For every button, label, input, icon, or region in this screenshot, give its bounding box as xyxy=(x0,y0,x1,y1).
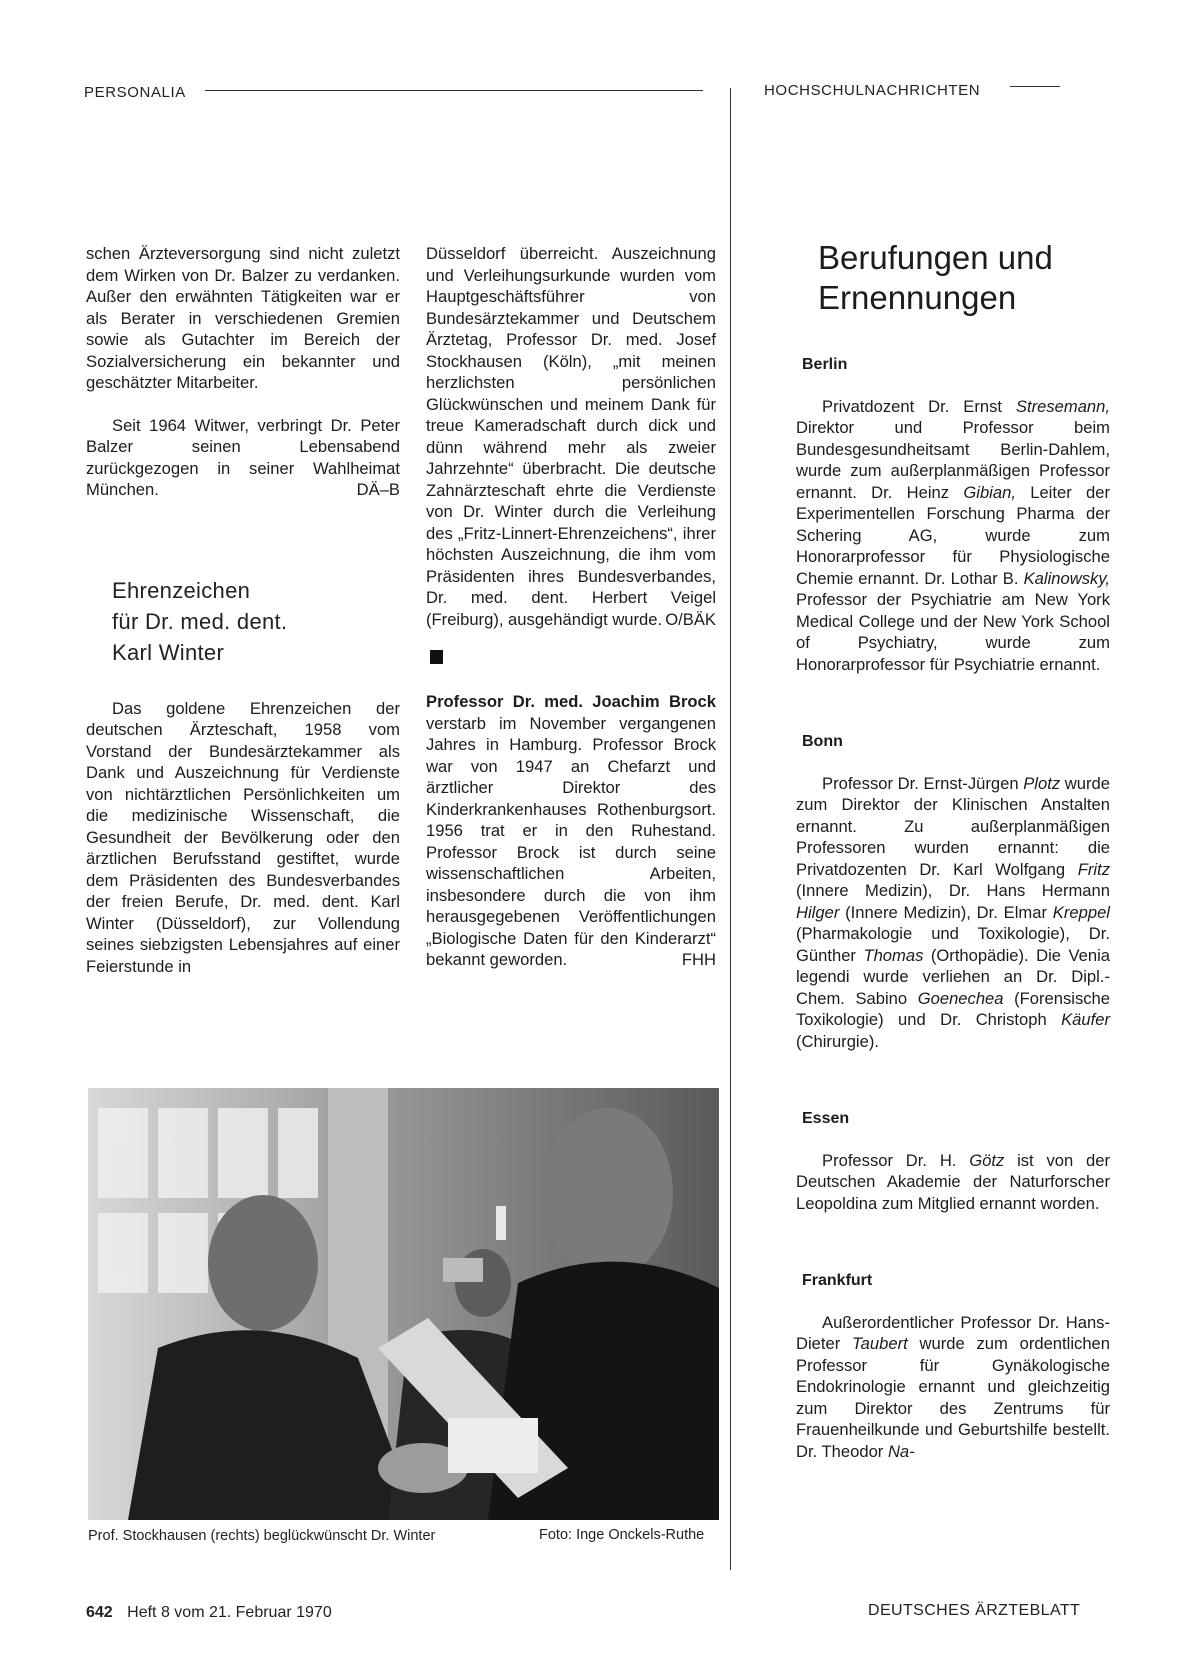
article-title-berufungen xyxy=(818,238,1118,318)
photo-award-ceremony xyxy=(88,1088,719,1520)
person-name: Käufer xyxy=(1061,1010,1110,1029)
photo-image xyxy=(88,1088,719,1520)
header-rule-right xyxy=(1010,86,1060,87)
text-segment: ist von der Deutschen Akademie der Naturforscher Leopoldina zum Mitglied ernannt worden. xyxy=(796,1150,1110,1213)
text-segment: Außerordentlicher Professor Dr. Hans-Dieter xyxy=(796,1312,1110,1353)
author-signature: O/BÄK xyxy=(665,609,716,629)
person-name: Fritz xyxy=(1077,859,1110,879)
text-segment: Professor Dr. Ernst-Jürgen xyxy=(822,773,1024,793)
text-segment: Professor der Psychiatrie am New York Medical College und der New York School of Psychiatry, wurde zum Honorarprofessor für Psychiatrie ernannt. xyxy=(796,590,1110,674)
journal-name: DEUTSCHES ÄRZTEBLATT xyxy=(868,1602,1081,1619)
person-name: Taubert xyxy=(852,1334,908,1353)
text-segment: Professor Dr. H. xyxy=(822,1150,970,1170)
issue-info: Heft 8 vom 21. Februar 1970 xyxy=(127,1604,332,1621)
column-2 xyxy=(426,243,716,971)
section-bullet-icon xyxy=(430,650,443,664)
person-name: Gibian, xyxy=(963,482,1016,502)
text-segment: (Forensische Toxikologie) und Dr. Christoph xyxy=(796,988,1110,1029)
text-segment: (Innere Medizin), Dr. Elmar xyxy=(839,902,1053,922)
city-heading-essen: Essen xyxy=(802,1110,850,1127)
person-name: Götz xyxy=(969,1150,1005,1170)
paragraph-ehrenzeichen-cont xyxy=(426,243,716,630)
heading-line: für Dr. med. dent. xyxy=(112,608,288,634)
title-line: Ernennungen xyxy=(818,279,1017,316)
text-segment: wurde zum ordentlichen Professor für Gynäkologische Endokrinologie ernannt und gleichzeitig zum Direktor des Zentrums für Frauenheilkunde und Geburtshilfe bestellt. Dr. Theodor xyxy=(796,1334,1111,1461)
city-heading-frankfurt: Frankfurt xyxy=(802,1272,873,1289)
person-name: Stresemann, xyxy=(1015,396,1110,416)
person-name: Thomas xyxy=(863,945,924,965)
person-name: Goenechea xyxy=(917,988,1004,1008)
author-signature: FHH xyxy=(681,950,716,969)
paragraph-berlin xyxy=(796,396,1110,676)
text-segment: (Orthopädie). Die Venia legendi wurde verliehen an Dr. Dipl.-Chem. Sabino xyxy=(796,945,1110,1008)
title-line: Berufungen und xyxy=(818,239,1053,276)
paragraph-brock xyxy=(426,691,716,971)
paragraph-frankfurt xyxy=(796,1312,1110,1463)
text-segment: (Chirurgie). xyxy=(796,1031,879,1051)
section-header-right: HOCHSCHULNACHRICHTEN xyxy=(764,82,981,99)
text-segment: Privatdozent Dr. Ernst xyxy=(822,396,1016,416)
person-name: Plotz xyxy=(1023,773,1061,793)
paragraph-balzer-retirement xyxy=(86,415,400,501)
header-rule-left xyxy=(205,90,703,91)
article-heading-ehrenzeichen xyxy=(86,575,400,668)
city-heading-bonn: Bonn xyxy=(802,733,843,750)
paragraph-essen xyxy=(796,1150,1110,1215)
page-footer-left xyxy=(86,1604,332,1622)
column-1 xyxy=(86,243,400,977)
text-segment: Leiter der Experimentellen Forschung Pharma der Schering AG, wurde zum Honorarprofessor für Physiologische Chemie ernannt. Dr. Lothar B. xyxy=(796,482,1110,588)
photo-credit: Foto: Inge Onckels-Ruthe xyxy=(539,1527,705,1543)
text-segment: (Innere Medizin), Dr. Hans Hermann xyxy=(796,881,1110,900)
section-header-left: PERSONALIA xyxy=(84,84,186,101)
heading-line: Ehrenzeichen xyxy=(112,577,251,603)
paragraph-ehrenzeichen: Das goldene Ehrenzeichen der deutschen Ärzteschaft, 1958 vom Vorstand der Bundesärztekammer als Dank und Auszeichnung für Verdienste von nichtärztlichen Persönlichkeiten um die medizinische Wissenschaft, die Gesundheit der Bevölkerung oder den ärztlichen Berufsstand gestiftet, wurde dem Präsidenten des Bundesverbandes der freien Berufe, Dr. med. dent. Karl Winter (Düsseldorf), zur Vollendung seines siebzigsten Lebensjahres auf einer Feierstunde in xyxy=(86,698,400,976)
author-signature: DÄ–B xyxy=(356,480,400,499)
person-name: Na- xyxy=(887,1441,915,1461)
city-heading-berlin: Berlin xyxy=(802,356,848,373)
page-number: 642 xyxy=(86,1604,113,1621)
paragraph-bonn xyxy=(796,773,1110,1053)
person-name: Kalinowsky, xyxy=(1023,568,1110,588)
text-segment: (Pharmakologie und Toxikologie), Dr. Günther xyxy=(796,924,1110,965)
paragraph-balzer-end: schen Ärzteversorgung sind nicht zuletzt dem Wirken von Dr. Balzer zu verdanken. Außer den erwähnten Tätigkeiten war er als Berater in verschiedenen Gremien sowie als Gutachter im Bereich der Sozialversicherung ein bekannter und geschätzter Mitarbeiter. xyxy=(86,244,400,392)
text-segment: Direktor und Professor beim Bundesgesundheitsamt Berlin-Dahlem, wurde zum außerplanmäßigen Professor ernannt. Dr. Heinz xyxy=(796,418,1110,502)
paragraph-text: verstarb im November vergangenen Jahres in Hamburg. Professor Brock war von 1947 an Chefarzt und ärztlicher Direktor des Kinderkrankenhauses Rothenburgsort. 1956 trat er in den Ruhestand. Professor Brock ist durch seine wissenschaftlichen Arbeiten, insbesondere durch die von ihm herausgegebenen Veröffentlichungen „Biologische Daten für den Kinderarzt“ bekannt geworden. xyxy=(426,713,716,969)
person-name: Kreppel xyxy=(1052,902,1110,922)
bold-name: Professor Dr. med. Joachim Brock xyxy=(426,692,716,711)
paragraph-text: Düsseldorf überreicht. Auszeichnung und Verleihungsurkunde wurden vom Hauptgeschäftsführer von Bundesärztekammer und Deutschem Ärztetag, Professor Dr. med. Josef Stockhausen (Köln), „mit meinen herzlichsten persönlichen Glückwünschen und meinem Dank für treue Kameradschaft durch dick und dünn während mehr als zweier Jahrzehnte“ überbracht. Die deutsche Zahnärzteschaft ehrte die Verdienste von Dr. Winter durch die Verleihung des „Fritz-Linnert-Ehrenzeichens“, ihrer höchsten Auszeichnung, die ihm vom Präsidenten ihres Bundesverbandes, Dr. med. dent. Herbert Veigel (Freiburg), ausgehändigt wurde. xyxy=(426,244,716,629)
heading-line: Karl Winter xyxy=(112,639,225,665)
photo-caption: Prof. Stockhausen (rechts) beglückwünscht Dr. Winter xyxy=(88,1528,436,1544)
column-divider xyxy=(730,88,731,1570)
column-3 xyxy=(818,238,1118,318)
paragraph-text: Seit 1964 Witwer, verbringt Dr. Peter Balzer seinen Lebensabend zurückgezogen in seiner Wahlheimat München. xyxy=(86,415,400,499)
text-segment: wurde zum Direktor der Klinischen Anstalten ernannt. Zu außerplanmäßigen Professoren wurden ernannt: die Privatdozenten Dr. Karl Wolfgang xyxy=(796,773,1110,879)
column-3-sections xyxy=(796,354,1110,1462)
person-name: Hilger xyxy=(796,902,840,922)
